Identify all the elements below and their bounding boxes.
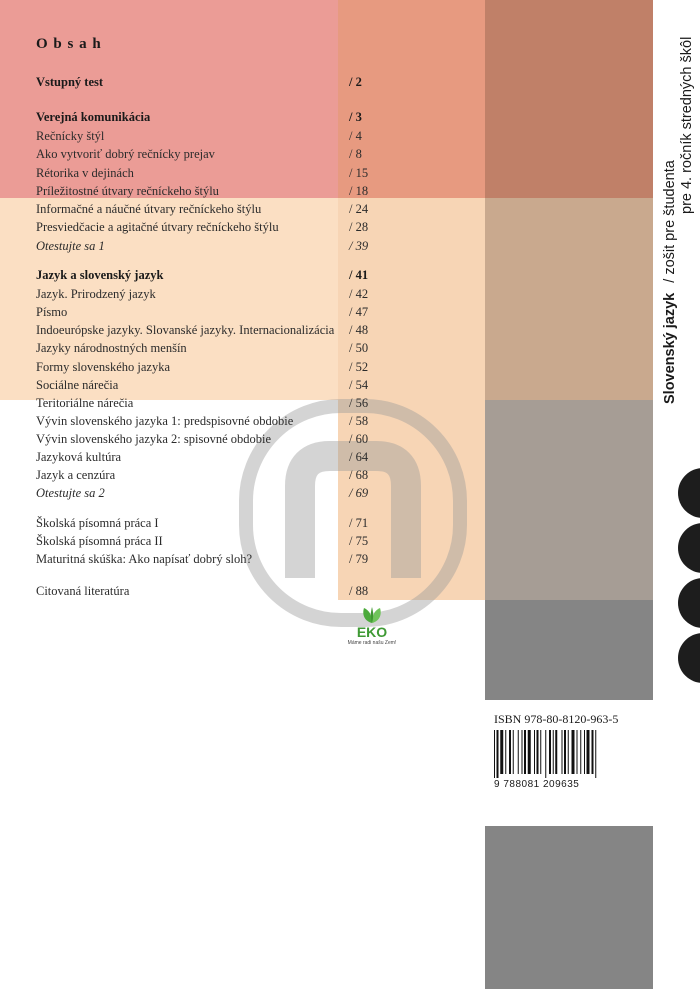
toc-title: Písmo bbox=[36, 305, 68, 319]
toc-page: / 42 bbox=[349, 287, 369, 301]
toc-row bbox=[36, 75, 371, 93]
bg-darkgray-block bbox=[485, 600, 653, 700]
toc-row bbox=[36, 534, 371, 552]
toc-row bbox=[36, 378, 371, 396]
toc-row bbox=[36, 468, 371, 486]
toc-page: / 52 bbox=[349, 360, 369, 374]
toc-page: / 47 bbox=[349, 305, 369, 319]
toc-row bbox=[36, 341, 371, 359]
toc-title: Otestujte sa 2 bbox=[36, 486, 105, 500]
toc-row bbox=[36, 323, 371, 341]
toc-title: Formy slovenského jazyka bbox=[36, 360, 171, 374]
toc-title: Maturitná skúška: Ako napísať dobrý sloh? bbox=[36, 552, 253, 566]
toc-page: / 75 bbox=[349, 534, 369, 548]
toc-title: Príležitostné útvary rečníckeho štýlu bbox=[36, 184, 219, 198]
toc-row bbox=[36, 450, 371, 468]
toc-title: Indoeurópske jazyky. Slovanské jazyky. Internacionalizácia bbox=[36, 323, 335, 337]
decor-dot-3 bbox=[678, 578, 700, 628]
toc-page: / 3 bbox=[349, 110, 362, 124]
toc-page: / 60 bbox=[349, 432, 369, 446]
spine-subtitle-2: pre 4. ročník stredných škôl bbox=[679, 36, 695, 214]
decor-dot-2 bbox=[678, 523, 700, 573]
toc-title: Vývin slovenského jazyka 1: predspisovné obdobie bbox=[36, 414, 294, 428]
toc-title: Otestujte sa 1 bbox=[36, 239, 105, 253]
toc-page: / 41 bbox=[349, 268, 369, 282]
toc-page: / 56 bbox=[349, 396, 369, 410]
eko-label: EKO bbox=[356, 624, 388, 640]
toc-page: / 88 bbox=[349, 584, 369, 598]
toc-row bbox=[36, 287, 371, 305]
bg-darkgray-bottom-block bbox=[485, 826, 653, 989]
decor-dot-1 bbox=[678, 468, 700, 518]
toc-title: Školská písomná práca I bbox=[36, 516, 159, 530]
toc-title: Rečnícky štýl bbox=[36, 129, 105, 143]
bg-tan-block bbox=[485, 198, 653, 400]
toc-title: Presviedčacie a agitačné útvary rečníckeho štýlu bbox=[36, 220, 279, 234]
toc-title: Jazyk a cenzúra bbox=[36, 468, 116, 482]
toc-page: / 18 bbox=[349, 184, 369, 198]
toc-title: Jazyky národnostných menšín bbox=[36, 341, 187, 355]
toc-row bbox=[36, 110, 371, 128]
toc-page: / 54 bbox=[349, 378, 369, 392]
toc-page: / 39 bbox=[349, 239, 369, 253]
toc-row bbox=[36, 220, 371, 238]
toc-page: / 79 bbox=[349, 552, 369, 566]
toc-page: / 24 bbox=[349, 202, 369, 216]
toc-row bbox=[36, 268, 371, 286]
bg-gray-block bbox=[485, 400, 653, 600]
toc-page: / 8 bbox=[349, 147, 362, 161]
toc-row bbox=[36, 147, 371, 165]
toc-title: Vývin slovenského jazyka 2: spisovné obdobie bbox=[36, 432, 272, 446]
bg-brown-block bbox=[485, 0, 653, 198]
toc-row bbox=[36, 432, 371, 450]
barcode bbox=[492, 730, 642, 778]
toc-title: Jazyk. Prirodzený jazyk bbox=[36, 287, 156, 301]
toc-page: / 28 bbox=[349, 220, 369, 234]
toc-page: / 71 bbox=[349, 516, 369, 530]
toc-row bbox=[36, 166, 371, 184]
toc-row bbox=[36, 486, 371, 504]
eko-logo bbox=[338, 606, 406, 656]
toc-row bbox=[36, 360, 371, 378]
toc-title: Citovaná literatúra bbox=[36, 584, 130, 598]
toc-title: Sociálne nárečia bbox=[36, 378, 119, 392]
spine-title: Slovenský jazyk bbox=[662, 292, 678, 404]
decor-dot-4 bbox=[678, 633, 700, 683]
toc-page: / 2 bbox=[349, 75, 362, 89]
toc-title: Rétorika v dejinách bbox=[36, 166, 134, 180]
toc-page: / 64 bbox=[349, 450, 369, 464]
toc-page: / 50 bbox=[349, 341, 369, 355]
toc-heading: O b s a h bbox=[36, 36, 102, 52]
leaf-icon bbox=[360, 606, 384, 624]
toc-page: / 68 bbox=[349, 468, 369, 482]
toc-row bbox=[36, 129, 371, 147]
toc-title: Vstupný test bbox=[36, 75, 104, 89]
toc-page: / 15 bbox=[349, 166, 369, 180]
toc-title: Jazyk a slovenský jazyk bbox=[36, 268, 164, 282]
spine-subtitle-1: / zošit pre študenta bbox=[662, 160, 678, 283]
toc-row bbox=[36, 584, 371, 602]
toc-title: Školská písomná práca II bbox=[36, 534, 163, 548]
toc-row bbox=[36, 305, 371, 323]
toc-row bbox=[36, 414, 371, 432]
toc-title: Ako vytvoriť dobrý rečnícky prejav bbox=[36, 147, 215, 161]
toc-row bbox=[36, 184, 371, 202]
toc-row bbox=[36, 202, 371, 220]
toc-row bbox=[36, 516, 371, 534]
barcode-digits: 9 788081 209635 bbox=[494, 779, 580, 790]
toc-title: Jazyková kultúra bbox=[36, 450, 122, 464]
svg-text:Slovenský jazyk / zoši bbox=[662, 159, 678, 404]
spine bbox=[652, 0, 700, 420]
spine-text bbox=[652, 0, 700, 420]
toc-page: / 4 bbox=[349, 129, 362, 143]
toc-row bbox=[36, 239, 371, 257]
toc-title: Verejná komunikácia bbox=[36, 110, 151, 124]
toc-title: Teritoriálne nárečia bbox=[36, 396, 134, 410]
toc-row bbox=[36, 396, 371, 414]
isbn-text: ISBN 978-80-8120-963-5 bbox=[494, 712, 619, 726]
toc-title: Informačné a náučné útvary rečníckeho štýlu bbox=[36, 202, 262, 216]
toc-page: / 58 bbox=[349, 414, 369, 428]
toc-page: / 69 bbox=[349, 486, 369, 500]
toc-page: / 48 bbox=[349, 323, 369, 337]
toc-row bbox=[36, 552, 371, 570]
eko-tagline: Máme radi našu Zem! bbox=[347, 640, 397, 646]
